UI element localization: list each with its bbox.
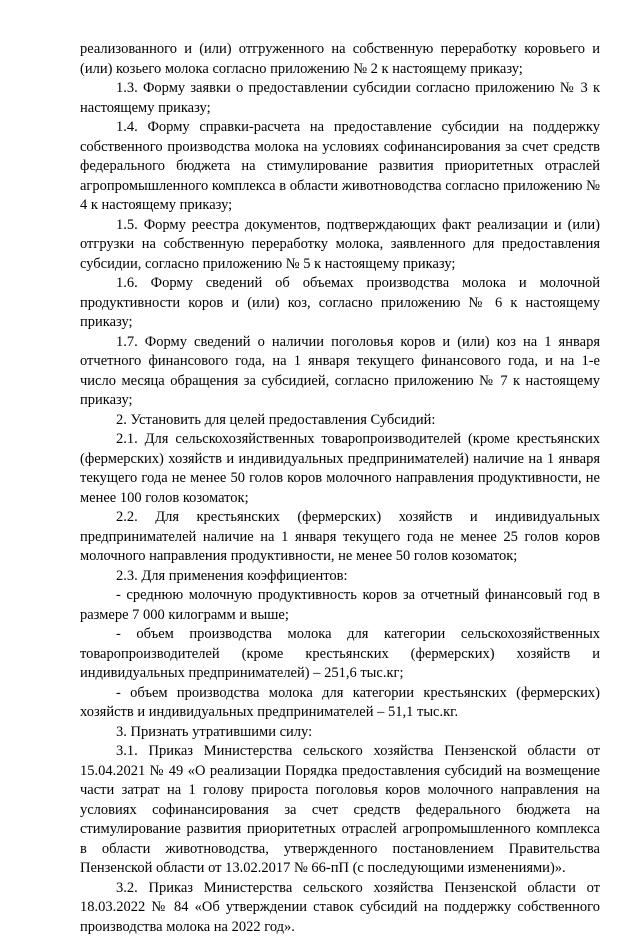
paragraph-3-1: 3.1. Приказ Министерства сельского хозяйства Пензенской области от 15.04.2021 № 49 «О реализации Порядка предоставления субсидий на возмещение части затрат на 1 голову прироста поголовья коров молочного направления на условиях софинансирования за счет средств федерального бюджета на стимулирование развития приоритетных отраслей агропромышленного комплекса в области животноводства, утвержденного постановлением Правительства Пензенской области от 13.02.2017 № 66-пП (с последующими изменениями)». <box>80 742 600 879</box>
paragraph-2-3: 2.3. Для применения коэффициентов: <box>80 567 600 587</box>
paragraph-1-6: 1.6. Форму сведений об объемах производства молока и молочной продуктивности коров и (или) коз, согласно приложению № 6 к настоящему приказу; <box>80 274 600 333</box>
paragraph-1-3: 1.3. Форму заявки о предоставлении субсидии согласно приложению № 3 к настоящему приказу; <box>80 79 600 118</box>
bullet-milk-productivity: - среднюю молочную продуктивность коров за отчетный финансовый год в размере 7 000 килограмм и выше; <box>80 586 600 625</box>
bullet-volume-farms: - объем производства молока для категории крестьянских (фермерских) хозяйств и индивидуальных предпринимателей – 51,1 тыс.кг. <box>80 684 600 723</box>
paragraph-3-2: 3.2. Приказ Министерства сельского хозяйства Пензенской области от 18.03.2022 № 84 «Об утверждении ставок субсидий на поддержку собственного производства молока на 2022 год». <box>80 879 600 937</box>
paragraph-2: 2. Установить для целей предоставления Субсидий: <box>80 411 600 431</box>
paragraph-2-2: 2.2. Для крестьянских (фермерских) хозяйств и индивидуальных предпринимателей наличие на 1 января текущего года не менее 25 голов коров молочного направления продуктивности, не менее 50 голов козоматок; <box>80 508 600 567</box>
paragraph-2-1: 2.1. Для сельскохозяйственных товаропроизводителей (кроме крестьянских (фермерских) хозяйств и индивидуальных предпринимателей) наличие на 1 января текущего года не менее 50 голов коров молочного направления продуктивности, не менее 100 голов козоматок; <box>80 430 600 508</box>
bullet-volume-agri-producers: - объем производства молока для категории сельскохозяйственных товаропроизводителей (кроме крестьянских (фермерских) хозяйств и индивидуальных предпринимателей) – 251,6 тыс.кг; <box>80 625 600 684</box>
paragraph-1-4: 1.4. Форму справки-расчета на предоставление субсидии на поддержку собственного производства молока на условиях софинансирования за счет средств федерального бюджета на стимулирование развития приоритетных отраслей агропромышленного комплекса в области животноводства согласно приложению № 4 к настоящему приказу; <box>80 118 600 216</box>
paragraph-1-5: 1.5. Форму реестра документов, подтверждающих факт реализации и (или) отгрузки на собственную переработку молока, заявленного для предоставления субсидии, согласно приложению № 5 к настоящему приказу; <box>80 216 600 275</box>
paragraph-3: 3. Признать утратившими силу: <box>80 723 600 743</box>
paragraph-continuation: реализованного и (или) отгруженного на собственную переработку коровьего и (или) козьего молока согласно приложению № 2 к настоящему приказу; <box>80 40 600 79</box>
paragraph-1-7: 1.7. Форму сведений о наличии поголовья коров и (или) коз на 1 января отчетного финансового года, на 1 января текущего финансового года, и на 1-е число месяца обращения за субсидией, согласно приложению № 7 к настоящему приказу; <box>80 333 600 411</box>
